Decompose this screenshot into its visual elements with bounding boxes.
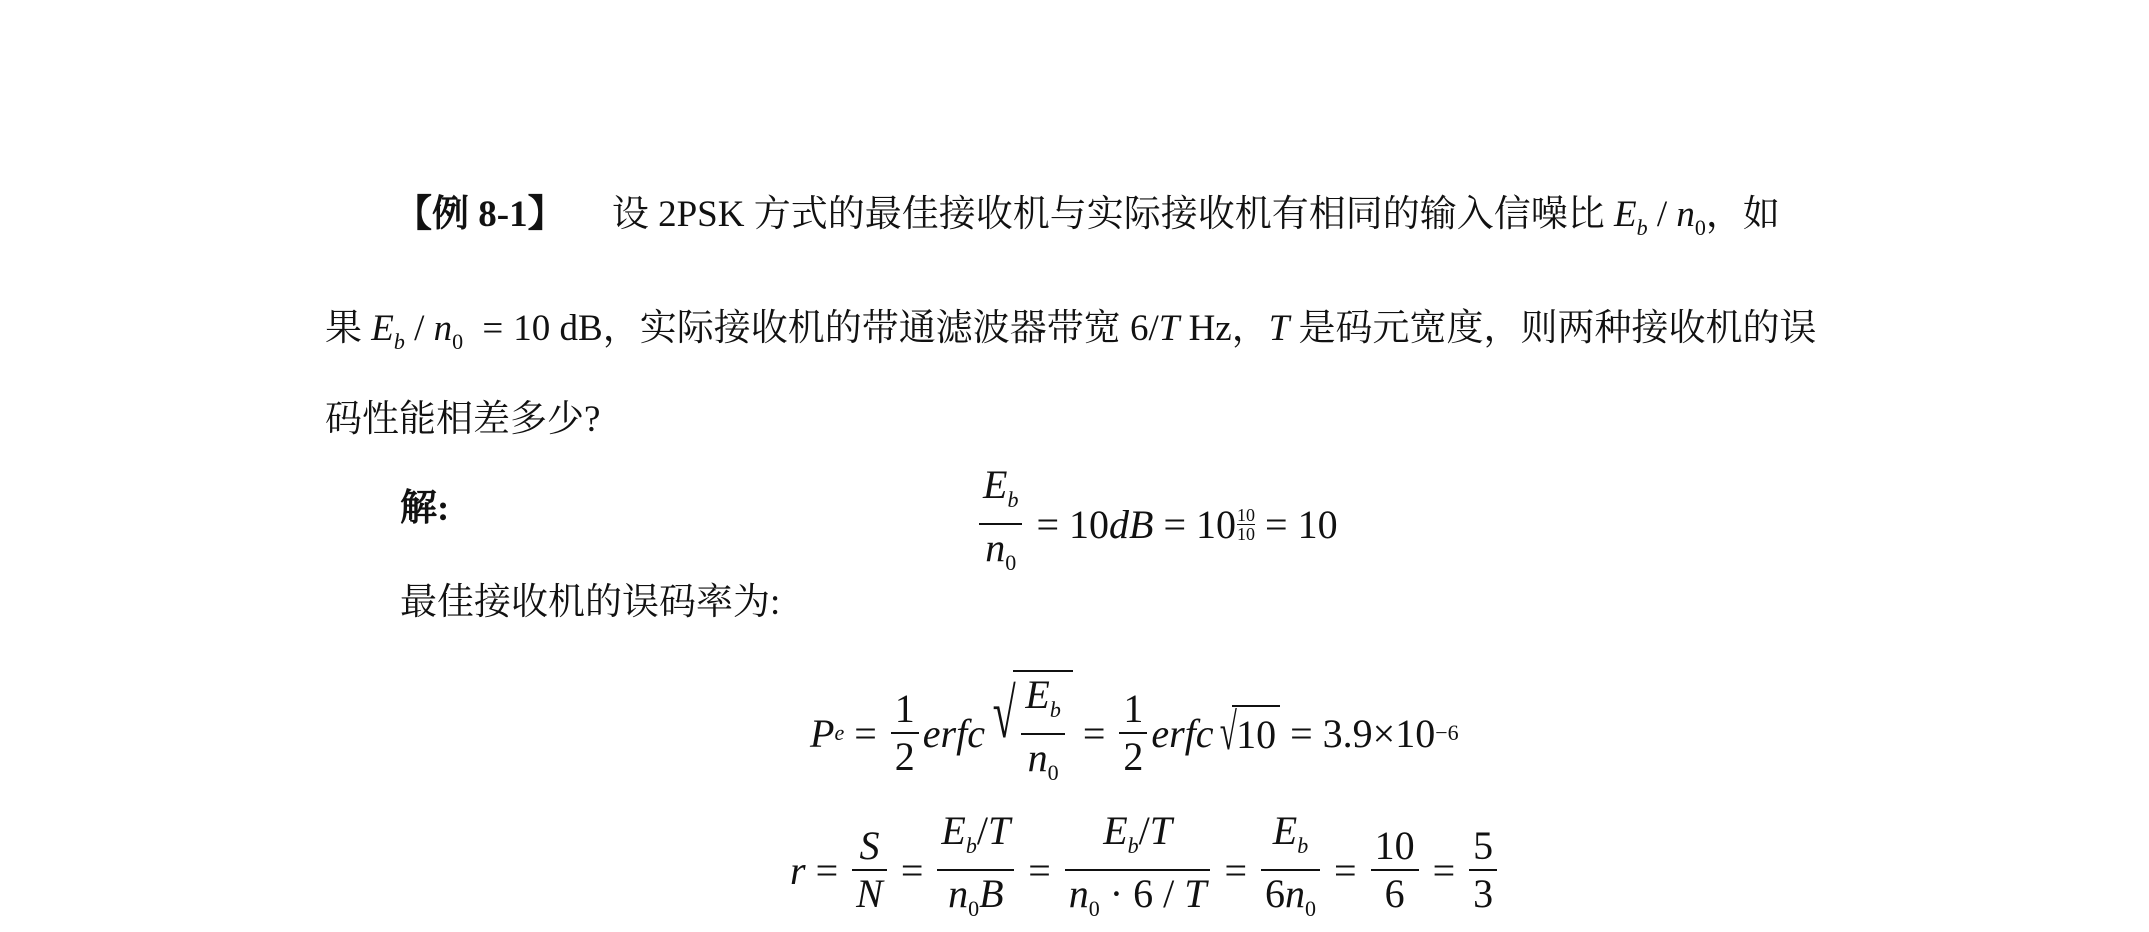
sym-eq: = <box>1290 710 1313 756</box>
sqrt-snr-frac: √ $\frac{E_b}{n_0}$ <box>985 670 1073 796</box>
sym-zero: 0 <box>452 329 464 354</box>
sym-slash: / <box>414 308 425 349</box>
problem-text-a: 设 2PSK 方式的最佳接收机与实际接收机有相同的输入信噪比 <box>611 194 1605 235</box>
sym-dB: dB <box>1109 501 1154 547</box>
sym-zero: 0 <box>1047 760 1059 785</box>
sym-slash: / <box>1138 808 1150 853</box>
sym-erfc: erfc <box>1151 710 1214 756</box>
sym-T: T <box>1158 308 1180 349</box>
sym-ten: 10 <box>1069 501 1109 547</box>
r-num: 10 <box>1374 823 1415 868</box>
sym-eq: = <box>900 847 924 893</box>
frac-SN <box>852 823 887 917</box>
problem-line-1 <box>395 193 1780 250</box>
sym-erfc: erfc <box>922 710 985 756</box>
sym-zero: 0 <box>1005 550 1017 575</box>
frac-EbT-n06T <box>1065 808 1211 932</box>
sym-B: B <box>979 871 1004 916</box>
sym-eq: = <box>482 308 504 349</box>
r-den: 6 <box>1384 871 1405 916</box>
snr-result: 10 <box>1297 501 1338 547</box>
sym-eq: = <box>1265 501 1288 547</box>
frac-10-6 <box>1371 823 1419 917</box>
sym-n: n <box>433 308 453 349</box>
sym-E: E <box>371 308 394 349</box>
sym-b: b <box>1127 833 1139 858</box>
sym-E: E <box>983 462 1008 507</box>
problem-text-f: 是码元宽度，则两种接收机的误 <box>1298 308 1817 349</box>
sym-n: n <box>948 871 969 916</box>
sym-ten: 10 <box>1232 705 1280 761</box>
frac-Eb-6n0 <box>1261 808 1320 932</box>
sym-E: E <box>1025 672 1050 717</box>
sym-b: b <box>1297 833 1309 858</box>
equation-pe <box>810 670 1459 796</box>
example-tag: 【例 8-1】 <box>395 194 565 235</box>
sym-S: S <box>859 823 880 868</box>
sym-eq: = <box>1028 847 1051 893</box>
sym-E: E <box>1272 808 1298 853</box>
problem-text-d: dB，实际接收机的带通滤波器带宽 6/ <box>559 308 1159 349</box>
sym-E: E <box>1613 194 1637 235</box>
equation-snr <box>975 462 1338 586</box>
sym-eq: = <box>1334 847 1357 893</box>
problem-text-e: Hz， <box>1188 308 1269 349</box>
sym-zero: 0 <box>1694 215 1706 240</box>
solution-label: 解: <box>400 488 450 529</box>
sym-P: P <box>810 710 835 756</box>
r-num2: 5 <box>1473 823 1494 868</box>
sym-e: e <box>834 720 845 745</box>
exp-neg6: −6 <box>1435 720 1459 745</box>
sym-b: b <box>1007 487 1019 512</box>
sym-E: E <box>941 808 966 853</box>
exponent-fraction <box>1237 506 1255 543</box>
sym-ten: 10 <box>1196 501 1236 547</box>
equation-r <box>790 808 1501 932</box>
frac-5-3 <box>1469 823 1497 917</box>
exp-top: 10 <box>1237 504 1255 525</box>
half-fraction <box>1119 686 1147 780</box>
sym-zero: 0 <box>968 896 980 921</box>
sym-dot6: · 6 / <box>1109 871 1175 916</box>
sym-zero: 0 <box>1305 896 1317 921</box>
sym-b: b <box>1049 697 1061 722</box>
sym-T: T <box>987 808 1011 853</box>
sym-zero: 0 <box>1088 896 1100 921</box>
sym-E: E <box>1103 808 1128 853</box>
half-num: 1 <box>894 686 915 731</box>
sym-n: n <box>1285 871 1306 916</box>
sym-slash: / <box>1656 194 1668 235</box>
sym-N: N <box>856 871 883 916</box>
half-den: 2 <box>1123 734 1144 779</box>
exp-bottom: 10 <box>1237 523 1255 544</box>
sym-n: n <box>1027 735 1048 780</box>
sym-eq: = <box>1082 710 1106 756</box>
half-den: 2 <box>894 734 915 779</box>
sym-eq: = <box>1432 847 1456 893</box>
half-num: 1 <box>1123 686 1144 731</box>
problem-line-2 <box>325 307 1817 364</box>
sqrt-ten: √ 10 <box>1214 705 1281 761</box>
problem-text-g: 码性能相差多少? <box>325 399 601 440</box>
snr-fraction <box>979 462 1022 586</box>
problem-line-3 <box>325 398 600 442</box>
sym-b: b <box>1636 215 1648 240</box>
sym-eq: = <box>1036 501 1059 547</box>
snr-frac-inner <box>1021 672 1064 796</box>
sym-eq: = <box>1224 847 1248 893</box>
r-den2: 3 <box>1473 871 1494 916</box>
problem-text-c: 果 <box>325 308 362 349</box>
sym-eq: = <box>815 847 839 893</box>
sym-times: × <box>1372 710 1396 756</box>
sym-eq: = <box>1163 501 1186 547</box>
sym-n: n <box>985 525 1006 570</box>
sym-T: T <box>1268 308 1290 349</box>
frac-EbT-n0B <box>937 808 1014 932</box>
sym-slash: / <box>976 808 988 853</box>
half-fraction <box>891 686 919 780</box>
sym-T: T <box>1149 808 1173 853</box>
val-39: 3.9 <box>1322 710 1373 756</box>
sym-b: b <box>393 329 405 354</box>
sym-n: n <box>1676 194 1695 235</box>
sym-ten: 10 <box>513 308 551 349</box>
sym-six: 6 <box>1265 871 1286 916</box>
sym-T: T <box>1184 871 1207 916</box>
sym-n: n <box>1068 871 1089 916</box>
optimal-receiver-label: 最佳接收机的误码率为: <box>400 582 781 623</box>
sym-eq: = <box>854 710 877 756</box>
problem-text-b: ，如 <box>1705 194 1780 235</box>
sym-ten: 10 <box>1395 710 1436 756</box>
sym-b: b <box>965 833 977 858</box>
sym-r: r <box>790 847 806 893</box>
